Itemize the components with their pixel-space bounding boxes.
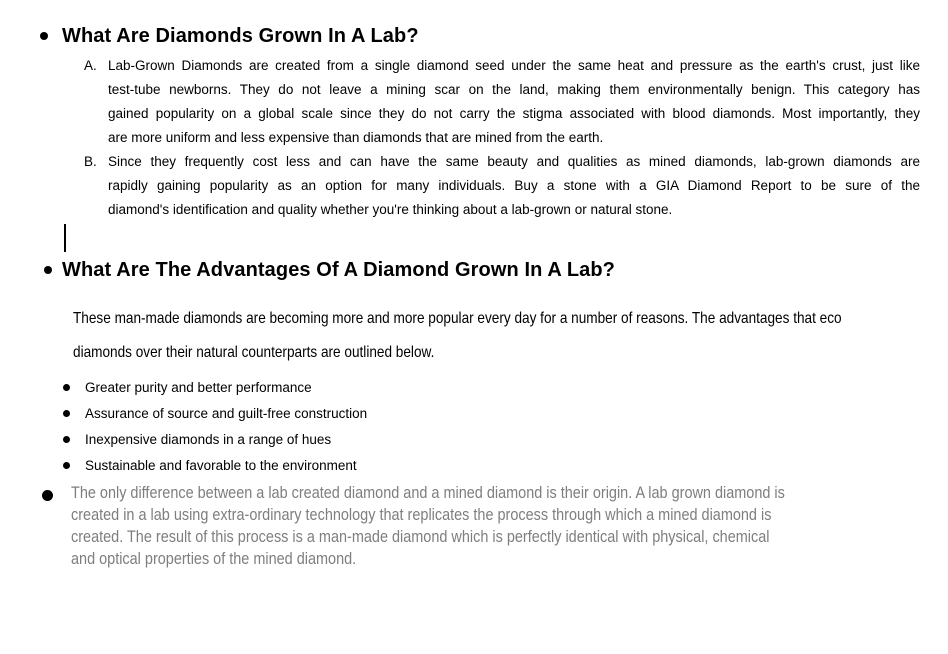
section1-heading: What Are Diamonds Grown In A Lab? <box>62 25 419 47</box>
bullet-icon <box>42 490 53 501</box>
paragraph-line: gained popularity on a global scale since they do not carry the stigma associated with blood diamonds. Most importantly, they <box>108 106 920 121</box>
paragraph-line: diamonds over their natural counterparts are outlined below. <box>73 344 435 361</box>
bullet-icon <box>40 32 48 40</box>
paragraph-line: and optical properties of the mined diamond. <box>71 549 357 568</box>
bullet-icon <box>63 384 70 391</box>
list-item-text: Sustainable and favorable to the environment <box>85 457 357 473</box>
paragraph-line: The only difference between a lab created diamond and a mined diamond is their origin. A lab grown diamond is <box>71 483 785 502</box>
text-cursor <box>64 224 66 252</box>
list-item <box>63 400 367 426</box>
section2-heading: What Are The Advantages Of A Diamond Grown In A Lab? <box>62 259 616 281</box>
list-label-b: B. <box>84 154 97 169</box>
list-item <box>63 452 367 478</box>
intro-paragraph <box>73 302 842 370</box>
bullet-icon <box>63 410 70 417</box>
bullet-icon <box>63 462 70 469</box>
paragraph-b <box>108 150 920 222</box>
list-item-text: Greater purity and better performance <box>85 379 312 395</box>
paragraph-line: created. The result of this process is a man-made diamond which is perfectly identical with physical, chemical <box>71 527 770 546</box>
paragraph-line: Since they frequently cost less and can have the same beauty and qualities as mined diamonds, lab-grown diamonds are <box>108 154 920 169</box>
paragraph-a <box>108 54 920 150</box>
paragraph-line: are more uniform and less expensive than diamonds that are mined from the earth. <box>108 130 604 145</box>
note-paragraph <box>71 482 785 570</box>
paragraph-line: rapidly gaining popularity as an option for many individuals. Buy a stone with a GIA Diamond Report to be sure of the <box>108 178 920 193</box>
bullet-icon <box>63 436 70 443</box>
list-item-text: Inexpensive diamonds in a range of hues <box>85 431 332 447</box>
paragraph-line: created in a lab using extra-ordinary technology that replicates the process through which a mined diamond is <box>71 505 772 524</box>
list-item <box>63 374 367 400</box>
paragraph-line: test-tube newborns. They do not leave a mining scar on the land, making them environmentally benign. This category has <box>108 82 920 97</box>
paragraph-line: Lab-Grown Diamonds are created from a single diamond seed under the same heat and pressure as the earth's crust, just like <box>108 58 920 73</box>
list-label-a: A. <box>84 58 97 73</box>
list-item <box>63 426 367 452</box>
bullet-icon <box>44 266 52 274</box>
paragraph-line: These man-made diamonds are becoming more and more popular every day for a number of reasons. The advantages that eco <box>73 310 842 327</box>
paragraph-line: diamond's identification and quality whether you're thinking about a lab-grown or natural stone. <box>108 202 673 217</box>
list-item-text: Assurance of source and guilt-free construction <box>85 405 368 421</box>
advantages-list <box>63 374 367 478</box>
